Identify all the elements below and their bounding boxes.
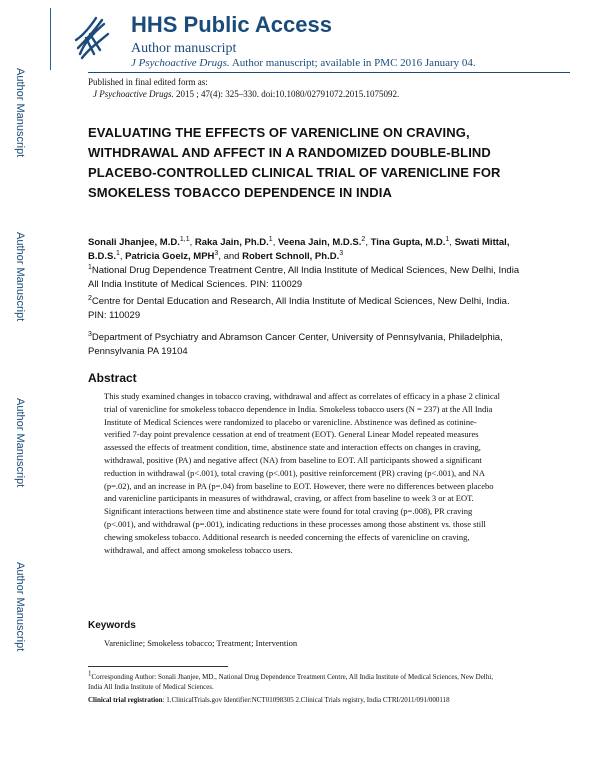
corresponding-author-text: Corresponding Author: Sonali Jhanjee, MD., National Drug Dependence Treatment Centre, All India Institute of Medical Sciences, New Delhi, India All India Institute of Medical Sciences. xyxy=(88,673,493,691)
author-separator: , and xyxy=(218,251,243,262)
abstract-text: This study examined changes in tobacco craving, withdrawal and affect as correlates of efficacy in a phase 2 clinical trial of varenicline for smokeless tobacco dependence in India. Smokeless tobacco users (N = 237) at the All India Institute of Medical Sciences were randomized to placebo or varenicline. Abstinence was defined as cotinine-verified 7-day point prevalence cessation at end of treatment (EOT). General Linear Model repeated measures assessed the effects of treatment condition, time, abstinence state and interaction effects on changes in craving, withdrawal, positive (PA) and negative affect (NA) from baseline to EOT. All participants showed a significant reduction in withdrawal (p<.001), total craving (p<.001), positive reinforcement (PR) craving (p<.001), and NA (p=.02), and an increase in PA (p=.04) from baseline to EOT. However, there were no differences between placebo and varenicline participants in measures of withdrawal, craving, or affect from baseline to week 3 or at EOT. Significant interactions between time and abstinence state were found for total craving (p=.008), PR craving (p<.001), and withdrawal (p=.001), indicating reductions in these processes among those abstinent vs. those still chewing smokeless tobacco. Additional research is needed concerning the effects of varenicline on craving, withdrawal, and affect among smokeless tobacco users. xyxy=(104,391,500,555)
sidebar-label: Author Manuscript xyxy=(14,398,26,488)
author-list xyxy=(88,236,528,264)
author-affiliation-marker: 1 xyxy=(445,235,450,243)
hhs-public-access-title: HHS Public Access xyxy=(131,12,332,37)
footnote-marker: 1 xyxy=(88,669,92,678)
author-separator: , xyxy=(272,237,278,248)
journal-name: J Psychoactive Drugs. xyxy=(131,57,230,69)
affiliation-text: Department of Psychiatry and Abramson Cancer Center, University of Pennsylvania, Philadelphia, Pennsylvania PA 19104 xyxy=(88,332,503,357)
citation-details: 2015 ; 47(4): 325–330. doi:10.1080/02791072.2015.1075092. xyxy=(173,89,400,99)
affiliation-marker: 1 xyxy=(88,263,92,271)
paper-title: EVALUATING THE EFFECTS OF VARENICLINE ON CRAVING, WITHDRAWAL AND AFFECT IN A RANDOMIZED DOUBLE-BLIND PLACEBO-CONTROLLED CLINICAL TRIAL OF VARENICLINE FOR SMOKELESS TOBACCO DEPENDENCE IN INDIA xyxy=(88,125,501,200)
author-separator: , xyxy=(365,237,371,248)
keywords-text: Varenicline; Smokeless tobacco; Treatment; Intervention xyxy=(104,638,298,648)
header-divider xyxy=(50,8,51,70)
author-affiliation-marker: 1 xyxy=(268,235,273,243)
author-name: Raka Jain, Ph.D. xyxy=(194,237,269,248)
citation-journal: J Psychoactive Drugs. xyxy=(93,89,174,99)
author-name: Swati Mittal, B.D.S. xyxy=(88,237,510,262)
journal-availability xyxy=(131,57,476,69)
affiliation-text: National Drug Dependence Treatment Centre, All India Institute of Medical Sciences, New Delhi, India All India Institute of Medical Sciences. PIN: 110029 xyxy=(88,265,520,290)
author-affiliation-marker: 1,1 xyxy=(179,235,190,243)
author-name: Robert Schnoll, Ph.D. xyxy=(242,251,340,262)
author-affiliation-marker: 3 xyxy=(214,249,219,257)
author-name: Patricia Goelz, MPH xyxy=(125,251,215,262)
trial-registration-text: : 1.ClinicalTrials.gov Identifier:NCT01098305 2.Clinical Trials registry, India CTRI/2011/091/000118 xyxy=(162,696,450,704)
availability-text: Author manuscript; available in PMC 2016 January 04. xyxy=(229,57,476,69)
abstract-heading: Abstract xyxy=(88,371,137,385)
sidebar-label: Author Manuscript xyxy=(14,232,26,322)
keywords-heading: Keywords xyxy=(88,620,136,631)
author-affiliation-marker: 1 xyxy=(115,249,120,257)
author-affiliation-marker: 3 xyxy=(339,249,344,257)
affiliation xyxy=(88,331,528,359)
affiliation-marker: 2 xyxy=(88,294,92,302)
affiliation-text: Centre for Dental Education and Research, All India Institute of Medical Sciences, New Delhi, India. PIN: 110029 xyxy=(88,296,510,321)
author-affiliation-marker: 2 xyxy=(361,235,366,243)
citation xyxy=(93,89,399,99)
sidebar-label: Author Manuscript xyxy=(14,562,26,652)
trial-registration-note xyxy=(88,696,508,704)
corresponding-author-note xyxy=(88,669,508,692)
affiliation xyxy=(88,264,528,292)
author-separator: , xyxy=(119,251,126,262)
header-rule xyxy=(88,72,570,73)
author-name: Veena Jain, M.D.S. xyxy=(277,237,362,248)
hhs-eagle-logo xyxy=(74,14,110,60)
author-name: Sonali Jhanjee, M.D. xyxy=(88,237,180,248)
author-separator: , xyxy=(449,237,455,248)
affiliation-marker: 3 xyxy=(88,330,92,338)
footnote-rule xyxy=(88,666,228,667)
published-label: Published in final edited form as: xyxy=(88,77,208,87)
sidebar-label: Author Manuscript xyxy=(14,68,26,158)
author-manuscript-subtitle: Author manuscript xyxy=(131,41,237,56)
affiliation xyxy=(88,295,528,323)
author-manuscript-sidebar xyxy=(0,0,50,776)
author-name: Tina Gupta, M.D. xyxy=(370,237,446,248)
author-separator: , xyxy=(189,237,195,248)
trial-registration-label: Clinical trial registration xyxy=(88,696,163,704)
